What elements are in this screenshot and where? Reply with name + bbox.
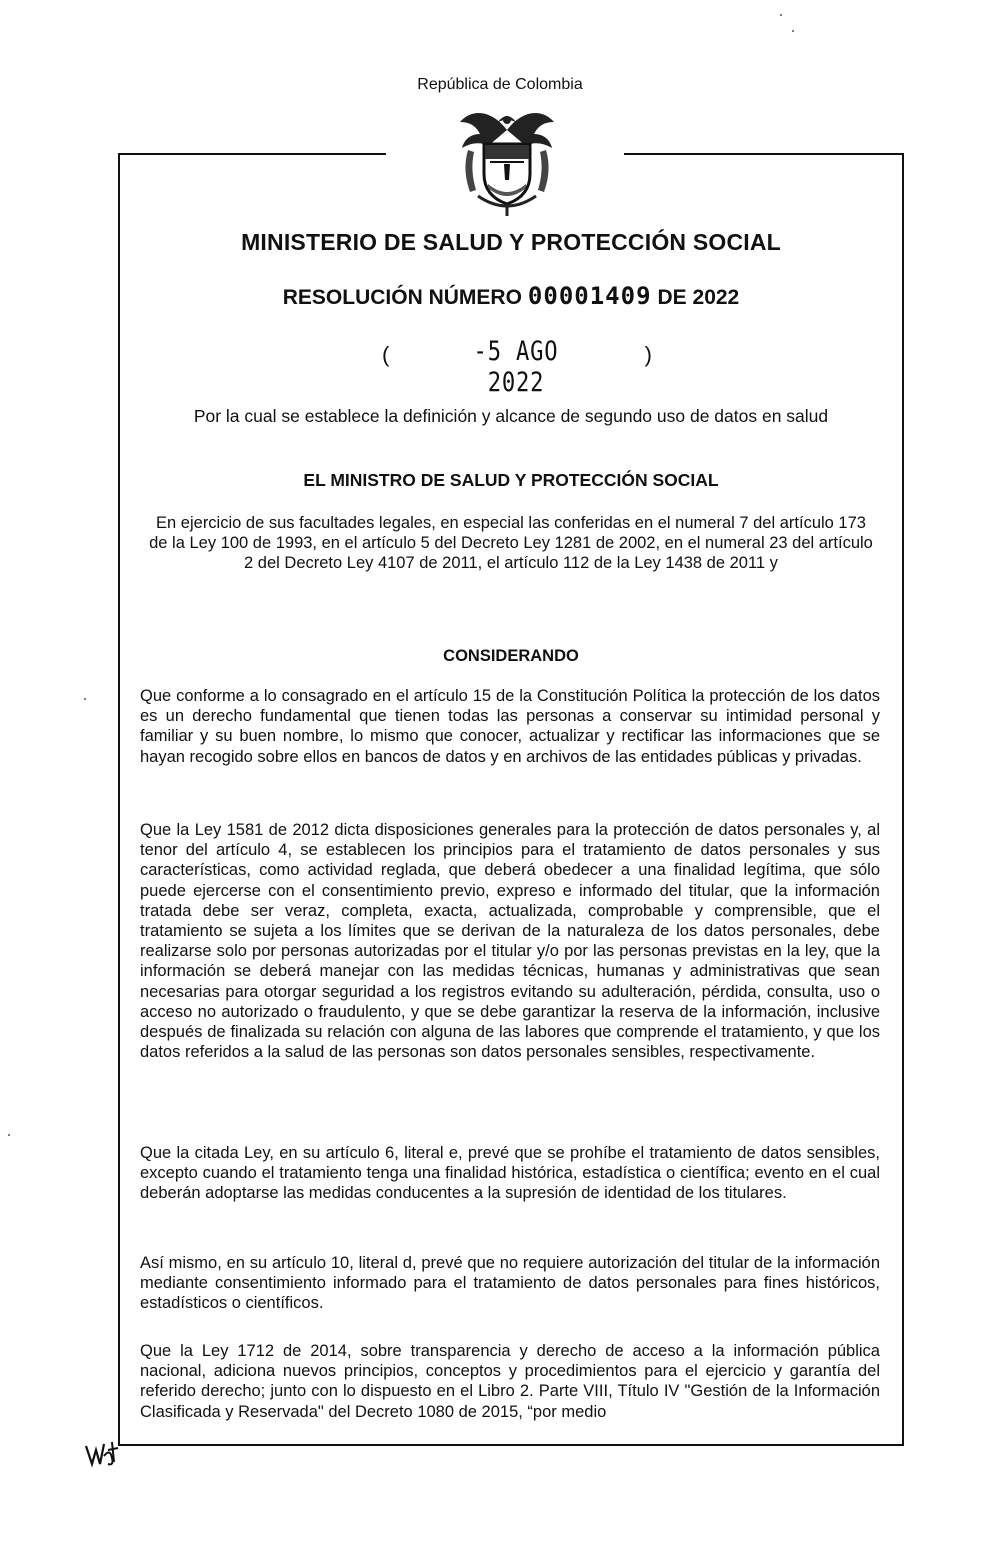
legal-powers-paragraph: En ejercicio de sus facultades legales, en especial las conferidas en el numeral 7 del artículo 173 de la Ley 100 de 1993, en el artículo 5 del Decreto Ley 1281 de 2002, en el numeral 23 del artículo 2 del Decreto Ley 4107 de 2011, el artículo 112 de la Ley 1438 de 2011 y	[149, 514, 873, 572]
date-open-paren: (	[382, 342, 390, 367]
scan-speck	[792, 30, 794, 32]
resolution-year: DE 2022	[657, 286, 740, 309]
scan-speck	[84, 698, 86, 700]
scan-speck	[8, 1134, 10, 1136]
resolution-number: 00001409	[527, 282, 652, 310]
frame-right-rule	[902, 153, 904, 1445]
resolution-line	[118, 282, 904, 310]
considering-heading: CONSIDERANDO	[443, 647, 579, 665]
handwritten-initials-icon	[82, 1436, 122, 1470]
considering-paragraph: Que la Ley 1712 de 2014, sobre transparencia y derecho de acceso a la información pública nacional, adiciona nuevos principios, conceptos y procedimientos para el ejercicio y garantía del referido derecho; junto con lo dispuesto en el Libro 2. Parte VIII, Título IV "Gestión de la Información Clasificada y Reservada" del Decreto 1080 de 2015, “por medio	[140, 1342, 880, 1421]
considering-paragraph: Que conforme a lo consagrado en el artículo 15 de la Constitución Política la protección de los datos es un derecho fundamental que tienen todas las personas a conservar su intimidad personal y familiar y su buen nombre, lo mismo que conocer, actualizar y rectificar las informaciones que se hayan recogido sobre ellos en bancos de datos y en archivos de las entidades públicas y privadas.	[140, 687, 880, 766]
date-close-paren: )	[644, 342, 652, 367]
country-name: República de Colombia	[417, 76, 583, 93]
date-stamp: -5 AGO 2022	[473, 336, 559, 398]
considering-paragraph: Que la Ley 1581 de 2012 dicta disposiciones generales para la protección de datos personales y, al tenor del artículo 4, se establecen los principios para el tratamiento de datos personales y sus características, como actividad reglada, que deberá obedecer a una finalidad legítima, que sólo puede ejercerse con el consentimiento previo, expreso e informado del titular, que la información tratada debe ser veraz, completa, exacta, actualizada, comprobable y comprensible, que el tratamiento se sujeta a los límites que se derivan de la naturaleza de los datos personales, debe realizarse solo por personas autorizadas por el titular y/o por las personas previstas en la ley, que la información se deberá manejar con las medidas técnicas, humanas y administrativas que sean necesarias para otorgar seguridad a los registros evitando su adulteración, pérdida, consulta, uso o acceso no autorizado o fraudulento, y que se debe garantizar la reserva de la información, inclusive después de finalizada su relación con alguna de las labores que comprende el tratamiento, y que los datos referidos a la salud de las personas son datos personales sensibles, respectivamente.	[140, 821, 880, 1062]
considering-paragraph: Así mismo, en su artículo 10, literal d, prevé que no requiere autorización del titular de la información mediante consentimiento informado para el tratamiento de datos personales para fines históricos, estadísticos o científicos.	[140, 1254, 880, 1313]
coat-of-arms-icon	[452, 100, 562, 218]
ministry-title: MINISTERIO DE SALUD Y PROTECCIÓN SOCIAL	[241, 229, 781, 255]
considering-paragraph: Que la citada Ley, en su artículo 6, literal e, prevé que se prohíbe el tratamiento de datos sensibles, excepto cuando el tratamiento tenga una finalidad histórica, estadística o científica; evento en el cual deberán adoptarse las medidas conducentes a la supresión de identidad de los titulares.	[140, 1144, 880, 1203]
frame-left-rule	[118, 153, 120, 1445]
minister-heading: EL MINISTRO DE SALUD Y PROTECCIÓN SOCIAL	[303, 470, 719, 490]
scan-speck	[780, 14, 782, 16]
resolution-prefix: RESOLUCIÓN NÚMERO	[282, 286, 522, 309]
frame-bottom-rule	[118, 1444, 904, 1446]
resolution-subtitle: Por la cual se establece la definición y alcance de segundo uso de datos en salud	[193, 406, 829, 426]
frame-top-right-rule	[624, 153, 904, 155]
frame-top-left-rule	[118, 153, 386, 155]
date-stamp-line	[382, 336, 652, 398]
